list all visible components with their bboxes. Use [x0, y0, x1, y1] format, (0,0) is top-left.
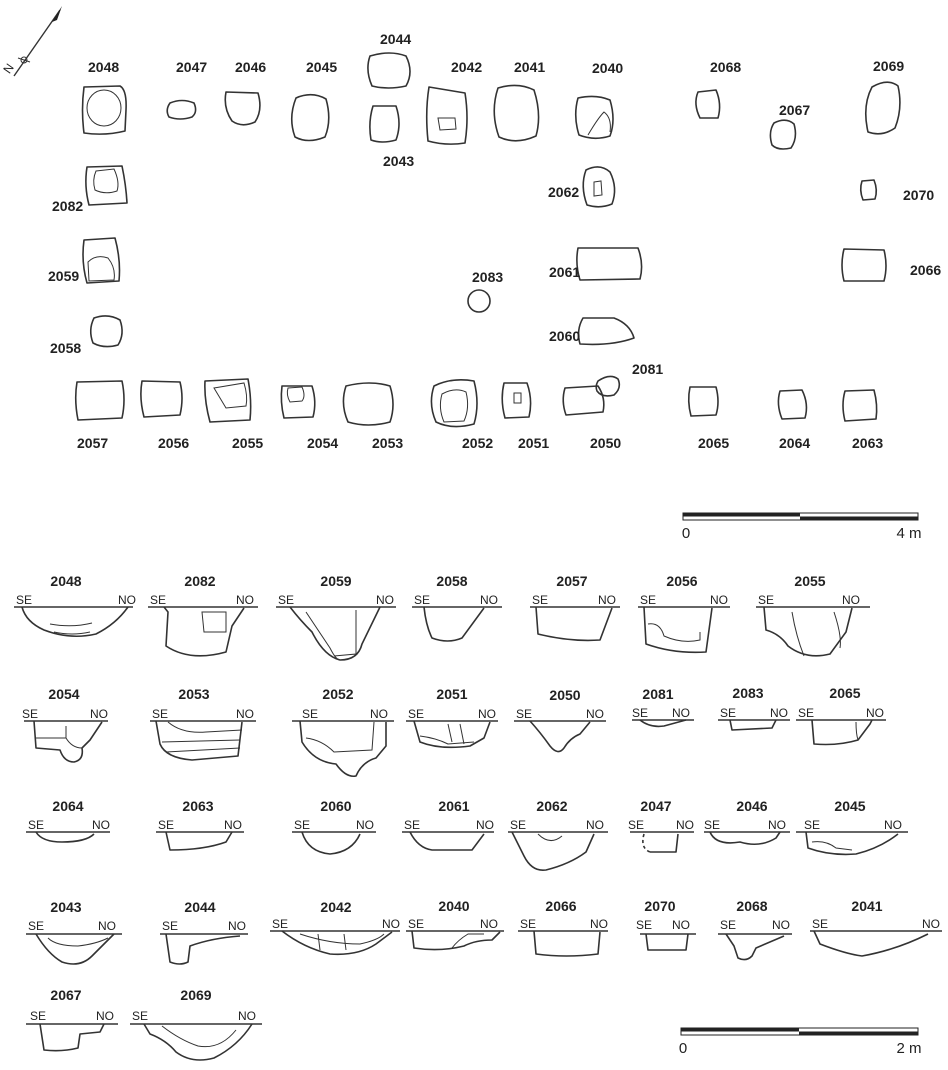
se-label: SE: [720, 706, 737, 720]
no-label: NO: [236, 593, 254, 607]
feature-label: 2063: [852, 435, 884, 451]
profile-2050: [514, 687, 606, 752]
feature-2051: [502, 383, 549, 451]
no-label: NO: [710, 593, 728, 607]
feature-2063: [843, 390, 883, 451]
feature-label: 2055: [232, 435, 264, 451]
feature-2040: [576, 60, 624, 138]
no-label: NO: [590, 917, 608, 931]
profile-label: 2055: [794, 573, 826, 589]
feature-2065: [689, 387, 730, 451]
no-label: NO: [480, 917, 498, 931]
profile-2054: [22, 686, 108, 762]
feature-label: 2067: [779, 102, 811, 118]
scale-end-label: 2 m: [896, 1040, 922, 1057]
profile-label: 2044: [184, 899, 216, 915]
profile-2055: [756, 573, 870, 656]
profile-2062: [508, 798, 608, 870]
profile-2051: [406, 686, 498, 747]
profile-2065: [796, 685, 886, 745]
no-label: NO: [98, 919, 116, 933]
feature-label: 2066: [910, 262, 942, 278]
se-label: SE: [278, 593, 295, 607]
profile-label: 2069: [180, 987, 212, 1003]
se-label: SE: [302, 707, 319, 721]
feature-2054: [281, 386, 338, 451]
scale-start-label: 0: [681, 525, 691, 542]
se-label: SE: [414, 593, 431, 607]
profile-2082: [148, 573, 258, 656]
se-label: SE: [628, 818, 645, 832]
profile-label: 2047: [640, 798, 672, 814]
feature-2046: [225, 59, 266, 125]
feature-2057: [76, 381, 124, 451]
profile-label: 2040: [438, 898, 470, 914]
profile-2061: [402, 798, 494, 850]
no-label: NO: [480, 593, 498, 607]
profile-label: 2057: [556, 573, 588, 589]
se-label: SE: [294, 818, 311, 832]
feature-label: 2065: [698, 435, 730, 451]
feature-label: 2068: [710, 59, 742, 75]
feature-2066: [842, 249, 941, 281]
se-label: SE: [516, 707, 533, 721]
profile-2058: [412, 573, 502, 641]
no-label: NO: [236, 707, 254, 721]
se-label: SE: [30, 1009, 47, 1023]
se-label: SE: [636, 918, 653, 932]
profile-label: 2060: [320, 798, 352, 814]
feature-label: 2070: [903, 187, 935, 203]
no-label: NO: [842, 593, 860, 607]
no-label: NO: [238, 1009, 256, 1023]
plan-scale-bar: [682, 513, 922, 542]
no-label: NO: [370, 707, 388, 721]
feature-label: 2061: [549, 264, 581, 280]
no-label: NO: [478, 707, 496, 721]
se-label: SE: [132, 1009, 149, 1023]
feature-2053: [343, 383, 403, 451]
se-label: SE: [22, 707, 39, 721]
profile-scale-bar: [679, 1028, 922, 1057]
feature-2064: [778, 390, 810, 451]
profile-label: 2053: [178, 686, 210, 702]
se-label: SE: [520, 917, 537, 931]
feature-2044: [368, 31, 411, 88]
profile-label: 2082: [184, 573, 216, 589]
profiles: [14, 573, 942, 1060]
no-label: NO: [382, 917, 400, 931]
profile-label: 2046: [736, 798, 768, 814]
feature-label: 2064: [779, 435, 811, 451]
no-label: NO: [224, 818, 242, 832]
profile-label: 2066: [545, 898, 577, 914]
profile-2045: [796, 798, 908, 854]
profile-2068: [718, 898, 792, 960]
profile-2040: [406, 898, 504, 950]
se-label: SE: [720, 918, 737, 932]
se-label: SE: [812, 917, 829, 931]
scale-start-label: 0: [678, 1040, 688, 1057]
no-label: NO: [586, 707, 604, 721]
feature-2041: [494, 59, 545, 141]
profile-2052: [292, 686, 394, 776]
profile-label: 2083: [732, 685, 764, 701]
se-label: SE: [532, 593, 549, 607]
feature-label: 2060: [549, 328, 581, 344]
profile-2066: [518, 898, 608, 956]
profile-2041: [810, 898, 942, 956]
feature-2047: [167, 59, 207, 119]
feature-2082: [52, 166, 127, 214]
feature-2070: [861, 180, 935, 203]
no-label: NO: [376, 593, 394, 607]
feature-label: 2062: [548, 184, 580, 200]
no-label: NO: [672, 918, 690, 932]
feature-2083: [468, 269, 503, 312]
no-label: NO: [90, 707, 108, 721]
feature-2056: [141, 381, 189, 451]
profile-2059: [276, 573, 396, 660]
se-label: SE: [272, 917, 289, 931]
se-label: SE: [758, 593, 775, 607]
feature-2043: [370, 106, 414, 169]
feature-2059: [48, 238, 120, 284]
se-label: SE: [16, 593, 33, 607]
se-label: SE: [632, 706, 649, 720]
profile-2070: [636, 898, 696, 950]
profile-label: 2054: [48, 686, 80, 702]
no-label: NO: [676, 818, 694, 832]
feature-label: 2054: [307, 435, 339, 451]
feature-label: 2051: [518, 435, 550, 451]
se-label: SE: [150, 593, 167, 607]
se-label: SE: [162, 919, 179, 933]
feature-label: 2069: [873, 58, 905, 74]
no-label: NO: [672, 706, 690, 720]
feature-label: 2052: [462, 435, 494, 451]
feature-label: 2040: [592, 60, 624, 76]
feature-2067: [770, 102, 810, 149]
no-label: NO: [598, 593, 616, 607]
feature-label: 2081: [632, 361, 664, 377]
scale-end-label: 4 m: [896, 525, 922, 542]
profile-label: 2063: [182, 798, 214, 814]
feature-label: 2058: [50, 340, 82, 356]
no-label: NO: [922, 917, 940, 931]
no-label: NO: [586, 818, 604, 832]
plan-view: [0, 6, 941, 542]
profile-2067: [26, 987, 118, 1051]
profile-2069: [130, 987, 262, 1060]
profile-label: 2059: [320, 573, 352, 589]
feature-2052: [431, 380, 493, 451]
profile-2083: [718, 685, 790, 730]
no-label: NO: [768, 818, 786, 832]
profile-2042: [270, 899, 400, 954]
profile-label: 2048: [50, 573, 82, 589]
profile-label: 2050: [549, 687, 581, 703]
north-label: N: [0, 61, 17, 77]
feature-label: 2044: [380, 31, 412, 47]
feature-label: 2057: [77, 435, 109, 451]
profile-label: 2056: [666, 573, 698, 589]
feature-2048: [83, 59, 127, 134]
feature-label: 2059: [48, 268, 80, 284]
no-label: NO: [476, 818, 494, 832]
feature-label: 2083: [472, 269, 504, 285]
profile-label: 2064: [52, 798, 84, 814]
feature-2062: [548, 167, 615, 207]
feature-2055: [205, 379, 264, 451]
profile-label: 2042: [320, 899, 352, 915]
no-label: NO: [92, 818, 110, 832]
profile-2048: [14, 573, 136, 636]
feature-label: 2046: [235, 59, 267, 75]
se-label: SE: [408, 707, 425, 721]
profile-label: 2041: [851, 898, 883, 914]
no-label: NO: [866, 706, 884, 720]
no-label: NO: [96, 1009, 114, 1023]
feature-label: 2050: [590, 435, 622, 451]
se-label: SE: [704, 818, 721, 832]
profile-2043: [26, 899, 122, 964]
feature-label: 2047: [176, 59, 208, 75]
profile-2064: [26, 798, 110, 842]
feature-label: 2043: [383, 153, 415, 169]
feature-label: 2053: [372, 435, 404, 451]
profile-2044: [160, 899, 248, 964]
profile-label: 2043: [50, 899, 82, 915]
profile-label: 2067: [50, 987, 82, 1003]
profile-label: 2051: [436, 686, 468, 702]
profile-2060: [292, 798, 376, 854]
no-label: NO: [356, 818, 374, 832]
se-label: SE: [798, 706, 815, 720]
profile-label: 2058: [436, 573, 468, 589]
se-label: SE: [158, 818, 175, 832]
profile-2057: [530, 573, 620, 640]
profile-2046: [704, 798, 790, 844]
profile-label: 2081: [642, 686, 674, 702]
feature-label: 2045: [306, 59, 338, 75]
no-label: NO: [770, 706, 788, 720]
feature-label: 2048: [88, 59, 120, 75]
north-arrow-icon: [0, 6, 62, 76]
feature-label: 2056: [158, 435, 190, 451]
feature-2058: [50, 316, 122, 356]
se-label: SE: [640, 593, 657, 607]
feature-2042: [427, 59, 483, 144]
se-label: SE: [804, 818, 821, 832]
no-label: NO: [228, 919, 246, 933]
profile-2053: [150, 686, 256, 760]
profile-2056: [638, 573, 730, 652]
profile-label: 2068: [736, 898, 768, 914]
no-label: NO: [772, 918, 790, 932]
profile-2063: [156, 798, 244, 850]
profile-label: 2045: [834, 798, 866, 814]
feature-2068: [696, 59, 741, 118]
feature-label: 2082: [52, 198, 84, 214]
profile-label: 2070: [644, 898, 676, 914]
feature-label: 2042: [451, 59, 483, 75]
feature-2045: [292, 59, 338, 141]
se-label: SE: [152, 707, 169, 721]
feature-label: 2041: [514, 59, 546, 75]
feature-2081: [596, 361, 663, 396]
feature-2061: [549, 248, 642, 280]
feature-2060: [549, 318, 634, 344]
se-label: SE: [28, 818, 45, 832]
se-label: SE: [28, 919, 45, 933]
no-label: NO: [884, 818, 902, 832]
se-label: SE: [408, 917, 425, 931]
profile-label: 2065: [829, 685, 861, 701]
no-label: NO: [118, 593, 136, 607]
profile-label: 2062: [536, 798, 568, 814]
profile-label: 2061: [438, 798, 470, 814]
profile-2081: [632, 686, 694, 726]
profile-label: 2052: [322, 686, 354, 702]
se-label: SE: [404, 818, 421, 832]
feature-2069: [866, 58, 905, 134]
profile-2047: [628, 798, 694, 852]
se-label: SE: [510, 818, 527, 832]
